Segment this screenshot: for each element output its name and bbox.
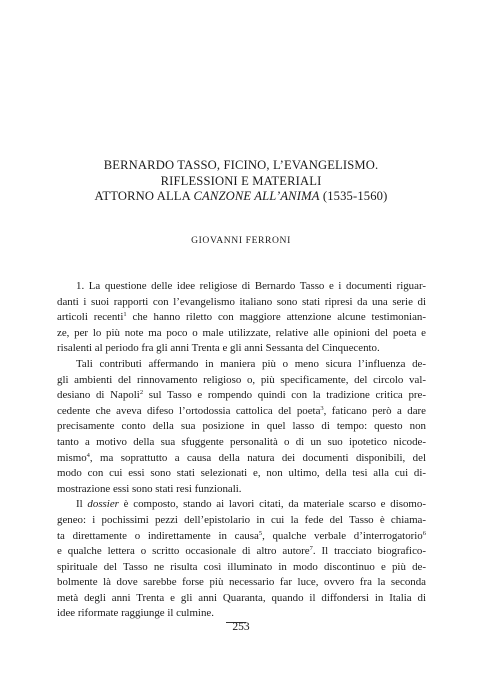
body-line: metà degli anni Trenta e gli anni Quaranta, quando il diffondersi in Italia di bbox=[57, 591, 426, 604]
body-line bbox=[57, 544, 426, 560]
body-line bbox=[57, 404, 426, 420]
body-text-run: cedente che aveva difeso l’ortodossia cattolica del poeta bbox=[57, 404, 321, 417]
body-line: tanto a motivo della sua sfuggente personalità o di un suo ipotetico nicode- bbox=[57, 435, 426, 448]
title-line-3 bbox=[0, 189, 482, 205]
footnote-ref: 4 bbox=[86, 451, 90, 459]
footnote-ref: 7 bbox=[309, 545, 313, 553]
body-text-run: e qualche lettera o scritto occasionale di altro autore bbox=[57, 545, 310, 558]
body-line: 1. La questione delle idee religiose di Bernardo Tasso e i documenti riguar- bbox=[76, 280, 426, 292]
body-italic-term: dossier bbox=[87, 498, 119, 511]
body-line: Tali contributi affermando in maniera più o meno sicura l’influenza de- bbox=[76, 357, 426, 370]
title-line-3-prefix: ATTORNO ALLA bbox=[94, 189, 194, 203]
body-text-run: è composto, stando ai lavori citati, da materiale scarso e disomo- bbox=[118, 498, 426, 511]
title-line-3-suffix: (1535-1560) bbox=[319, 189, 388, 203]
body-line bbox=[57, 388, 426, 404]
body-text-run: mismo bbox=[57, 451, 87, 464]
body-line bbox=[57, 451, 426, 467]
title-work-italic: CANZONE ALL’ANIMA bbox=[193, 189, 320, 203]
footnote-ref: 1 bbox=[123, 311, 127, 319]
body-line: bolmente là dove sarebbe forse più necessario far luce, ovvero fra la seconda bbox=[57, 576, 426, 589]
body-text-run: articoli recenti bbox=[57, 311, 124, 324]
body-line bbox=[57, 529, 426, 545]
footnote-ref: 5 bbox=[258, 529, 263, 537]
body-text-run: Il bbox=[76, 498, 88, 511]
title-line-1: BERNARDO TASSO, FICINO, L’EVANGELISMO. bbox=[103, 158, 379, 172]
body-text-run: , ma soprattutto a causa della natura dei documenti disponibili, del bbox=[89, 451, 426, 464]
body-line: geneo: i pochissimi pezzi dell’epistolario in cui la fede del Tasso è chiama- bbox=[57, 513, 426, 526]
body-text-run: sul Tasso e rompendo quindi con la tradizione critica pre- bbox=[143, 389, 427, 402]
body-line: precisamente conto della sua posizione in quel lasso di tempo: questo non bbox=[57, 420, 426, 433]
body-line bbox=[57, 310, 426, 326]
article-title bbox=[0, 158, 482, 205]
body-line: risalenti al periodo fra gli anni Trenta e gli anni Sessanta del Cinquecento. bbox=[57, 342, 380, 355]
body-line: idee riformate raggiunge il culmine. bbox=[57, 607, 214, 620]
body-line: ze, per lo più note ma poco o male utilizzate, relative alle opinioni del poeta e bbox=[57, 326, 426, 339]
body-text-run: che hanno riletto con maggiore attenzione alcune testimonian- bbox=[126, 311, 426, 324]
body-text-run: . Il tracciato biografico- bbox=[312, 545, 426, 558]
title-line-2: RIFLESSIONI E MATERIALI bbox=[160, 173, 322, 188]
body-line bbox=[57, 497, 426, 513]
body-text-run: desiano di Napoli bbox=[57, 389, 140, 402]
body-text-run: ta direttamente o indirettamente in causa bbox=[57, 529, 259, 542]
body-line: spirituale del Tasso ne risulta così illuminato in modo discontinuo e più de- bbox=[57, 560, 426, 573]
author-name: GIOVANNI FERRONI bbox=[191, 235, 291, 246]
page-number: 253 bbox=[232, 621, 250, 633]
body-text-run: , qualche verbale d’interrogatorio bbox=[262, 529, 423, 542]
footnote-ref: 6 bbox=[422, 529, 427, 537]
footnote-ref: 3 bbox=[320, 404, 324, 412]
body-line: danti i suoi rapporti con l’evangelismo italiano sono stati ripresi da una serie di bbox=[57, 295, 426, 308]
body-line: gli ambienti del rinnovamento religioso o, più specificamente, del circolo val- bbox=[57, 373, 426, 386]
body-text bbox=[57, 279, 426, 622]
body-line: modo con cui essi sono stati selezionati e, non ultimo, della tesi alla cui di- bbox=[57, 467, 426, 480]
footnote-ref: 2 bbox=[139, 389, 144, 397]
body-text-run: , faticano però a dare bbox=[323, 404, 427, 417]
body-line: mostrazione essi sono stati resi funzionali. bbox=[57, 482, 242, 495]
